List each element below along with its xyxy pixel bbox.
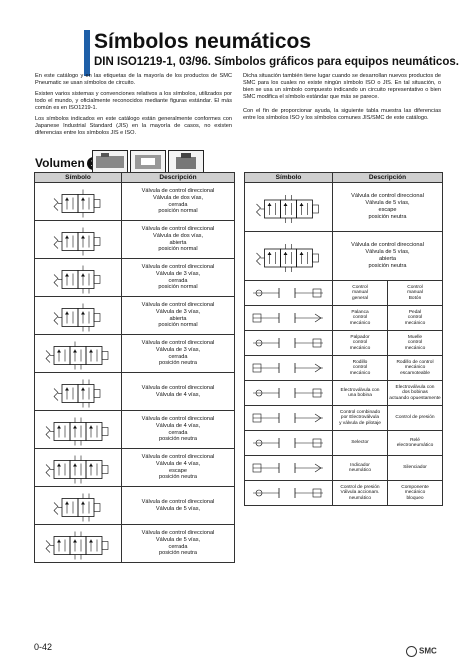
table-row (245, 431, 443, 456)
actuator-label-a: Palpador control mecánico (333, 331, 388, 356)
actuator-label-b: Muelle control mecánico (388, 331, 443, 356)
actuator-label-b: Relé electroneumático (388, 431, 443, 456)
valve-symbol-icon (35, 259, 122, 297)
symbol-description: Válvula de control direccional Válvula de dos vías, abierta posición normal (122, 221, 235, 259)
col-header-description: Descripción (333, 173, 443, 183)
actuator-symbol-icon (245, 406, 333, 431)
valve-symbol-icon (35, 297, 122, 335)
actuator-label-b: Control de presión (388, 406, 443, 431)
intro-paragraph-4: Dicha situación también tiene lugar cuando se desarrollan nuevos productos de SMC para los cuales no existe ningún símbolo ISO o JIS. En tal situación, o bien se usa un símbolo compuesto indicando un circuito representativo o bien SMC modifica el símbolo estándar que más se parece. (243, 73, 441, 100)
valve-symbol-icon (35, 487, 122, 525)
actuator-label-a: Selector (333, 431, 388, 456)
actuator-label-b: Componente mecánico bloqueo (388, 481, 443, 506)
product-image-2 (130, 150, 166, 174)
symbol-description: Válvula de control direccional Válvula de 4 vías, escape posición neutra (122, 449, 235, 487)
smc-logo: SMC (406, 646, 437, 657)
actuator-label-a: Palanca control mecánico (333, 306, 388, 331)
page-title: Símbolos neumáticos (94, 30, 312, 53)
actuator-label-a: Control manual general (333, 281, 388, 306)
table-row (245, 456, 443, 481)
actuator-label-b: Silenciador (388, 456, 443, 481)
col-header-symbol: Símbolo (35, 173, 122, 183)
table-row (35, 449, 235, 487)
valve-symbol-icon (35, 221, 122, 259)
actuator-label-a: Electroválvula con una bobina (333, 381, 388, 406)
actuator-label-a: Control combinado por Electroválvula y válvula de pilotaje (333, 406, 388, 431)
valve-symbol-icon (35, 373, 122, 411)
col-header-symbol: Símbolo (245, 173, 333, 183)
table-row (245, 232, 443, 281)
actuator-label-b: Control manual Botón (388, 281, 443, 306)
table-row (245, 183, 443, 232)
valve-symbol-icon (245, 183, 333, 232)
actuator-label-b: Electroválvula con dos bobinas actuando opuestamente (388, 381, 443, 406)
intro-paragraph-1: En este catálogo y en las etiquetas de la mayoría de los productos de SMC Pneumatic se usan símbolos de circuito. (35, 73, 232, 86)
valve-symbol-icon (35, 411, 122, 449)
symbols-table-right (244, 172, 443, 506)
actuator-symbol-icon (245, 306, 333, 331)
symbol-description: Válvula de control direccional Válvula de 4 vías, (122, 373, 235, 411)
symbol-description: Válvula de control direccional Válvula de dos vías, cerrada posición normal (122, 183, 235, 221)
table-row (35, 487, 235, 525)
actuator-symbol-icon (245, 381, 333, 406)
actuator-label-b: Pedal control mecánico (388, 306, 443, 331)
table-row (35, 259, 235, 297)
smc-logo-icon (406, 646, 417, 657)
actuator-label-a: Indicador neumático (333, 456, 388, 481)
product-image-1 (92, 150, 128, 174)
table-row (35, 297, 235, 335)
title-accent-bar (84, 30, 90, 76)
actuator-symbol-icon (245, 356, 333, 381)
intro-paragraph-5: Con el fin de proporcionar ayuda, la siguiente tabla muestra las diferencias entre los símbolos ISO y los símbolos comunes JIS/SMC de este catálogo. (243, 108, 441, 121)
valve-symbol-icon (35, 449, 122, 487)
symbol-description: Válvula de control direccional Válvula de 5 vías, cerrada posición neutra (122, 525, 235, 563)
symbol-description: Válvula de control direccional Válvula de 3 vías, cerrada posición neutra (122, 335, 235, 373)
table-row (245, 406, 443, 431)
symbol-description: Válvula de control direccional Válvula de 5 vías, escape posición neutra (333, 183, 443, 232)
actuator-label-a: Rodillo control mecánico (333, 356, 388, 381)
intro-paragraph-3: Los símbolos indicados en este catálogo están generalmente conformes con Japanese Industrial Standard (JIS) en la mayoría de casos, no existen diferencias entre los símbolos JIS e ISO. (35, 116, 232, 136)
actuator-symbol-icon (245, 481, 333, 506)
valve-symbol-icon (35, 335, 122, 373)
actuator-label-b: Rodillo de control mecánico escamoteable (388, 356, 443, 381)
actuator-label-a: Control de presión Válvula accionam. neumático (333, 481, 388, 506)
table-row (245, 306, 443, 331)
intro-paragraph-2: Existen varios sistemas y convenciones relativos a los símbolos, utilizados por todo el mundo, y oficialmente reconocidos mediante figuras estándar. El más común es en ISO1219-1. (35, 91, 232, 111)
symbol-description: Válvula de control direccional Válvula de 5 vías, (122, 487, 235, 525)
symbol-description: Válvula de control direccional Válvula de 5 vías, abierta posición neutra (333, 232, 443, 281)
table-row (35, 183, 235, 221)
symbol-description: Válvula de control direccional Válvula de 4 vías, cerrada posición neutra (122, 411, 235, 449)
actuator-symbol-icon (245, 431, 333, 456)
symbol-description: Válvula de control direccional Válvula de 3 vías, cerrada posición normal (122, 259, 235, 297)
valve-symbol-icon (35, 183, 122, 221)
table-row (35, 373, 235, 411)
page-subtitle: DIN ISO1219-1, 03/96. Símbolos gráficos para equipos neumáticos. (94, 56, 459, 68)
volume-label: Volumen (35, 156, 100, 170)
actuator-symbol-icon (245, 331, 333, 356)
table-row (35, 525, 235, 563)
table-row (35, 221, 235, 259)
table-row (245, 481, 443, 506)
product-image-3 (168, 150, 204, 174)
table-row (35, 411, 235, 449)
valve-symbol-icon (35, 525, 122, 563)
actuator-symbol-icon (245, 281, 333, 306)
table-row (245, 281, 443, 306)
valve-symbol-icon (245, 232, 333, 281)
table-row (245, 381, 443, 406)
col-header-description: Descripción (122, 173, 235, 183)
symbols-table-left (34, 172, 235, 563)
table-row (245, 356, 443, 381)
page-number: 0-42 (34, 642, 53, 652)
table-row (245, 331, 443, 356)
symbol-description: Válvula de control direccional Válvula de 3 vías, abierta posición normal (122, 297, 235, 335)
actuator-symbol-icon (245, 456, 333, 481)
table-row (35, 335, 235, 373)
